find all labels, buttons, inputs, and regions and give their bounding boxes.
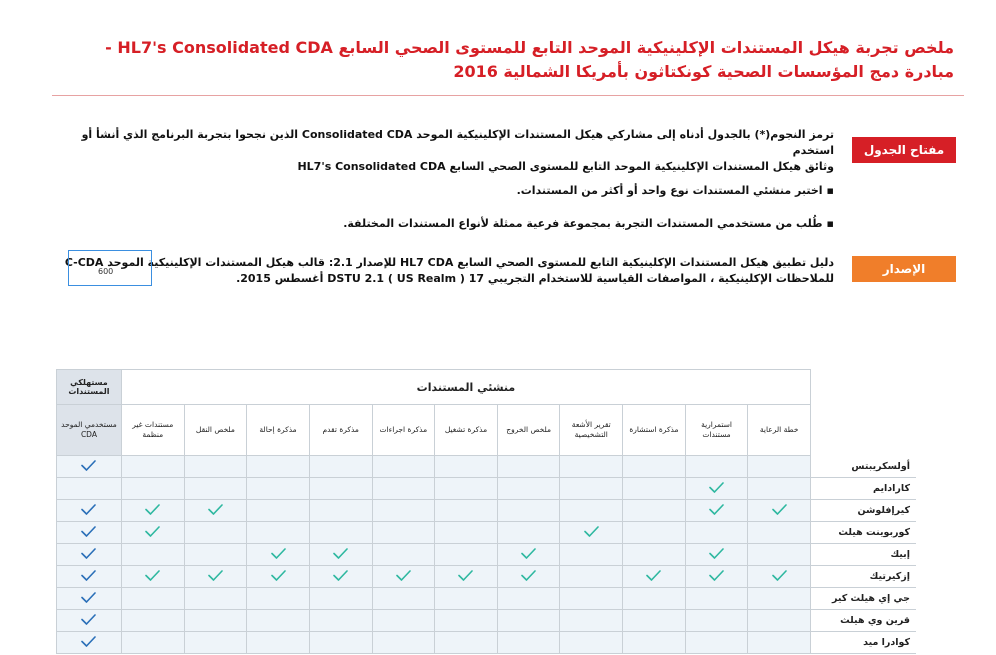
checkmark-icon <box>772 504 787 515</box>
creator-bullet-text: اختبر منشئي المستندات نوع واحد أو أكثر من المستندات. <box>516 184 823 197</box>
matrix-cell <box>309 478 372 500</box>
participant-name: كارادايم <box>811 478 917 500</box>
consumer-cell <box>57 522 122 544</box>
matrix-cell <box>184 544 247 566</box>
matrix-cell <box>121 544 184 566</box>
column-header: مذكرة استشارة <box>623 405 686 456</box>
matrix-cell <box>685 610 748 632</box>
consumers-header: مستهلكي المستندات <box>57 370 122 405</box>
checkmark-icon <box>81 460 96 471</box>
consumer-cell <box>57 456 122 478</box>
matrix-cell <box>247 522 310 544</box>
matrix-cell <box>435 544 498 566</box>
bullet-icon: ▪ <box>826 184 834 197</box>
matrix-cell <box>121 610 184 632</box>
consumer-cell <box>57 478 122 500</box>
matrix-cell <box>560 500 623 522</box>
matrix-cell <box>247 610 310 632</box>
matrix-cell <box>184 456 247 478</box>
checkmark-icon <box>271 548 286 559</box>
matrix-cell <box>247 456 310 478</box>
checkmark-icon <box>333 548 348 559</box>
matrix-cell <box>623 610 686 632</box>
matrix-cell <box>247 478 310 500</box>
participant-name: أولسكريبتس <box>811 456 917 478</box>
matrix-cell <box>560 478 623 500</box>
matrix-cell <box>497 566 560 588</box>
matrix-cell <box>435 456 498 478</box>
checkmark-icon <box>145 570 160 581</box>
matrix-cell <box>497 456 560 478</box>
matrix-cell <box>372 566 435 588</box>
matrix-cell <box>560 456 623 478</box>
matrix-cell <box>247 500 310 522</box>
checkmark-icon <box>208 570 223 581</box>
column-header: خطة الرعاية <box>748 405 811 456</box>
creator-bullet <box>54 183 834 199</box>
participant-name: قرين وي هيلث <box>811 610 917 632</box>
matrix-cell <box>184 478 247 500</box>
consumer-cell <box>57 632 122 654</box>
creators-header: منشئي المستندات <box>121 370 810 405</box>
title-divider <box>52 95 964 96</box>
table-row <box>57 632 917 654</box>
checkmark-icon <box>521 570 536 581</box>
matrix-cell <box>247 566 310 588</box>
matrix-cell <box>372 456 435 478</box>
matrix-cell <box>560 522 623 544</box>
participant-name: كوربوينت هيلث <box>811 522 917 544</box>
matrix-cell <box>309 610 372 632</box>
consumer-cell <box>57 588 122 610</box>
matrix-cell <box>121 500 184 522</box>
matrix-cell <box>560 566 623 588</box>
matrix-cell <box>748 544 811 566</box>
table-row <box>57 588 917 610</box>
matrix-cell <box>497 522 560 544</box>
checkmark-icon <box>709 504 724 515</box>
checkmark-icon <box>145 526 160 537</box>
matrix-cell <box>748 632 811 654</box>
matrix-cell <box>372 588 435 610</box>
matrix-cell <box>623 632 686 654</box>
matrix-cell <box>309 522 372 544</box>
column-header: مذكرة اجراءات <box>372 405 435 456</box>
table-key-text <box>54 127 834 175</box>
checkmark-icon <box>521 548 536 559</box>
matrix-cell <box>309 566 372 588</box>
table-row <box>57 500 917 522</box>
checkmark-icon <box>271 570 286 581</box>
matrix-cell <box>435 632 498 654</box>
checkmark-icon <box>646 570 661 581</box>
matrix-cell <box>184 588 247 610</box>
checkmark-icon <box>81 504 96 515</box>
checkmark-icon <box>333 570 348 581</box>
matrix-cell <box>748 456 811 478</box>
matrix-cell <box>497 632 560 654</box>
table-row <box>57 610 917 632</box>
column-header: مستندات غير منظمة <box>121 405 184 456</box>
matrix-cell <box>184 522 247 544</box>
selection-dimension-label: 600 <box>98 267 114 276</box>
participant-name: إبيك <box>811 544 917 566</box>
checkmark-icon <box>81 570 96 581</box>
matrix-cell <box>685 478 748 500</box>
matrix-cell <box>685 456 748 478</box>
matrix-cell <box>685 500 748 522</box>
matrix-cell <box>247 544 310 566</box>
bullet-icon: ▪ <box>826 217 834 230</box>
table-row <box>57 544 917 566</box>
matrix-cell <box>623 522 686 544</box>
participants-matrix <box>56 369 916 654</box>
checkmark-icon <box>458 570 473 581</box>
checkmark-icon <box>709 482 724 493</box>
version-text <box>54 255 834 287</box>
matrix-cell <box>309 544 372 566</box>
matrix-cell <box>184 500 247 522</box>
checkmark-icon <box>584 526 599 537</box>
matrix-cell <box>435 610 498 632</box>
matrix-cell <box>497 544 560 566</box>
matrix-cell <box>184 566 247 588</box>
column-header: تقرير الأشعة التشخيصية <box>560 405 623 456</box>
version-line-2: للملاحظات الإكلينيكية ، المواصفات القياسية للاستخدام التجريبي DSTU 2.1 ( US Realm ) 17 أغسطس 2015. <box>236 272 834 285</box>
table-row <box>57 522 917 544</box>
participant-name: جي إي هيلث كير <box>811 588 917 610</box>
matrix-cell <box>497 610 560 632</box>
matrix-cell <box>247 588 310 610</box>
matrix-cell <box>121 566 184 588</box>
column-header: ملخص النقل <box>184 405 247 456</box>
matrix-cell <box>435 478 498 500</box>
consumer-cell <box>57 566 122 588</box>
matrix-cell <box>748 478 811 500</box>
title-line-2: مبادرة دمج المؤسسات الصحية كونكتاثون بأمريكا الشمالية 2016 <box>453 62 954 81</box>
table-key-line-2: وثائق هيكل المستندات الإكلينيكية الموحد التابع للمستوى الصحي السابع HL7's Consolidated CDA <box>297 160 834 173</box>
table-key-label: مفتاح الجدول <box>852 137 956 163</box>
matrix-cell <box>560 588 623 610</box>
checkmark-icon <box>709 570 724 581</box>
table-row <box>57 478 917 500</box>
checkmark-icon <box>81 548 96 559</box>
matrix-cell <box>685 522 748 544</box>
consumer-cell <box>57 500 122 522</box>
matrix-cell <box>184 632 247 654</box>
document-title <box>44 36 954 84</box>
matrix-cell <box>121 588 184 610</box>
checkmark-icon <box>81 526 96 537</box>
consumer-cell <box>57 610 122 632</box>
checkmark-icon <box>81 614 96 625</box>
matrix-cell <box>560 544 623 566</box>
matrix-cell <box>372 632 435 654</box>
matrix-cell <box>748 588 811 610</box>
checkmark-icon <box>81 636 96 647</box>
participant-name: كوادرا ميد <box>811 632 917 654</box>
participant-name: إزكيرتيك <box>811 566 917 588</box>
matrix-cell <box>121 522 184 544</box>
checkmark-icon <box>772 570 787 581</box>
matrix-cell <box>435 566 498 588</box>
column-header: استمرارية مستندات <box>685 405 748 456</box>
matrix-cell <box>623 456 686 478</box>
version-label: الإصدار <box>852 256 956 282</box>
matrix-cell <box>372 544 435 566</box>
matrix-cell <box>685 632 748 654</box>
matrix-cell <box>748 500 811 522</box>
matrix-cell <box>560 610 623 632</box>
matrix-cell <box>685 566 748 588</box>
matrix-cell <box>748 610 811 632</box>
matrix-cell <box>309 588 372 610</box>
table-key-line-1: ترمز النجوم(*) بالجدول أدناه إلى مشاركي هيكل المستندات الإكلينيكية الموحد Consolidated CDA الذين نجحوا بتجربة البرنامج الذي أنشأ أو استخدم <box>81 128 834 157</box>
matrix-cell <box>497 500 560 522</box>
matrix-cell <box>372 610 435 632</box>
version-line-1: دليل تطبيق هيكل المستندات الإكلينيكية التابع للمستوى الصحي السابع HL7 CDA للإصدار 2.1: قالب هيكل المستندات الإكلينيكية الموحد C-CDA <box>64 256 834 269</box>
matrix-cell <box>623 588 686 610</box>
matrix-cell <box>748 566 811 588</box>
matrix-cell <box>372 478 435 500</box>
table-row <box>57 456 917 478</box>
matrix-cell <box>435 522 498 544</box>
matrix-cell <box>435 588 498 610</box>
matrix-cell <box>372 522 435 544</box>
matrix-cell <box>372 500 435 522</box>
column-header: مذكرة إحالة <box>247 405 310 456</box>
matrix-cell <box>247 632 310 654</box>
column-header: ملخص الخروج <box>497 405 560 456</box>
participant-name: كيرإفلوشن <box>811 500 917 522</box>
corner-blank <box>811 370 917 405</box>
checkmark-icon <box>709 548 724 559</box>
matrix-cell <box>623 478 686 500</box>
matrix-cell <box>121 632 184 654</box>
matrix-cell <box>121 478 184 500</box>
checkmark-icon <box>145 504 160 515</box>
checkmark-icon <box>208 504 223 515</box>
matrix-cell <box>623 566 686 588</box>
consumer-bullet <box>54 216 834 232</box>
matrix-cell <box>309 632 372 654</box>
matrix-cell <box>309 500 372 522</box>
matrix-cell <box>184 610 247 632</box>
matrix-cell <box>560 632 623 654</box>
column-header: مذكرة تشغيل <box>435 405 498 456</box>
matrix-cell <box>121 456 184 478</box>
consumer-column-header: مستخدمي الموحد CDA <box>57 405 122 456</box>
checkmark-icon <box>81 592 96 603</box>
matrix-cell <box>685 588 748 610</box>
matrix-cell <box>309 456 372 478</box>
consumer-bullet-text: طُلب من مستخدمي المستندات التجربة بمجموعة فرعية ممثلة لأنواع المستندات المختلفة. <box>343 217 823 230</box>
matrix-cell <box>435 500 498 522</box>
matrix-cell <box>623 544 686 566</box>
checkmark-icon <box>396 570 411 581</box>
matrix-cell <box>497 588 560 610</box>
matrix-cell <box>623 500 686 522</box>
consumer-cell <box>57 544 122 566</box>
title-line-1: ملخص تجربة هيكل المستندات الإكلينيكية الموحد التابع للمستوى الصحي السابع HL7's Consolidated CDA - <box>105 38 954 57</box>
column-header: مذكرة تقدم <box>309 405 372 456</box>
matrix-cell <box>685 544 748 566</box>
matrix-cell <box>497 478 560 500</box>
matrix-cell <box>748 522 811 544</box>
table-row <box>57 566 917 588</box>
corner-blank <box>811 405 917 456</box>
